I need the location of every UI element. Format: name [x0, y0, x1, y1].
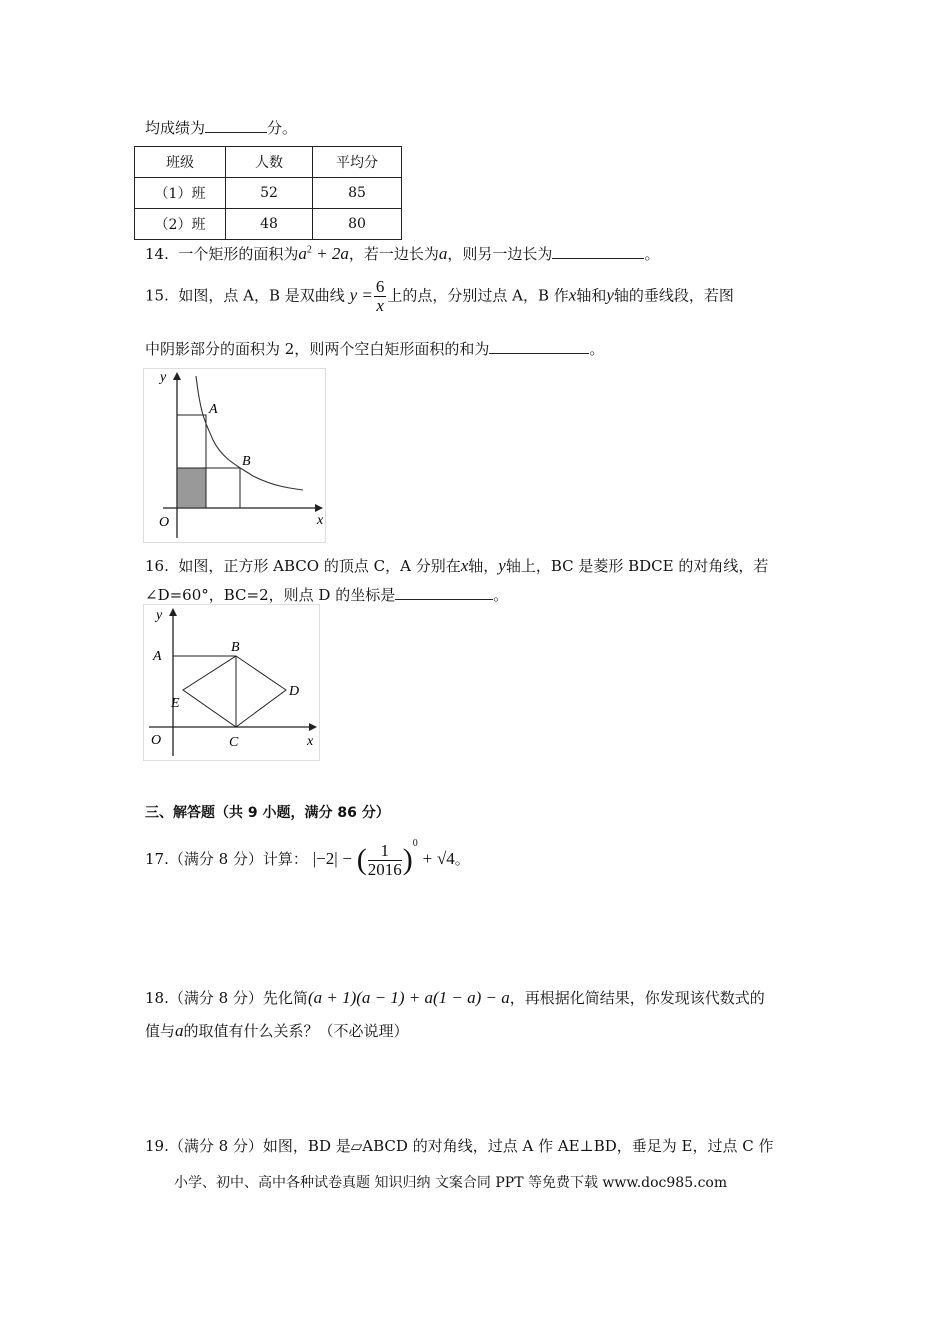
point-c-label: C [229, 735, 239, 750]
table-cell: 85 [313, 178, 402, 209]
question-15: 15. 如图，点 A，B 是双曲线 y = $\frac{6}{x}$ 上的点，分别过点 A，B 作x轴和y轴的垂线段，若图 [145, 277, 734, 315]
table-cell: （2）班 [135, 209, 226, 240]
page-footer: 小学、初中、高中各种试卷真题 知识归纳 文案合同 PPT 等免费下载 www.doc985.com [174, 1175, 728, 1191]
area-expression: $a^2 + 2a$ [298, 244, 349, 263]
point-d-label: D [289, 684, 300, 699]
table-header-row [135, 147, 402, 178]
table-header-cell: 班级 [135, 147, 226, 178]
y-axis-label: y [156, 608, 163, 623]
question-18-line2: 值与a的取值有什么关系？（不必说理） [145, 1021, 409, 1040]
x-axis-label: x [307, 734, 314, 749]
question-16-line2: ∠D=60°，BC=2，则点 D 的坐标是 。 [145, 586, 509, 604]
table-cell: 48 [226, 209, 313, 240]
left-paren: ( [356, 843, 367, 876]
right-paren: ) [402, 843, 413, 876]
shaded-rectangle [177, 468, 206, 508]
table-row [135, 209, 402, 240]
algebraic-expression: (a + 1)(a − 1) + a(1 − a) − a [307, 988, 510, 1007]
table-cell: 52 [226, 178, 313, 209]
fraction-1-over-2016: $\frac{1}{2016}$ [367, 840, 402, 879]
table-cell: 80 [313, 209, 402, 240]
question-14: 14. 一个矩形的面积为$a^2 + 2a$，若一边长为a，则另一边长为 。 [145, 244, 660, 263]
origin-label: O [159, 515, 170, 530]
y-axis-label: y [160, 370, 167, 385]
point-a-label: A [153, 649, 162, 664]
score-table [134, 146, 402, 240]
answer-blank [552, 244, 644, 259]
point-b-label: B [242, 454, 251, 469]
fraction-6-over-x: $\frac{6}{x}$ [375, 277, 385, 315]
table-header-cell: 人数 [226, 147, 313, 178]
table-cell: （1）班 [135, 178, 226, 209]
table-header-cell: 平均分 [313, 147, 402, 178]
point-b-label: B [231, 640, 240, 655]
question-18: 18.（满分 8 分）先化简(a + 1)(a − 1) + a(1 − a) − a，再根据化简结果，你发现该代数式的 [145, 988, 765, 1007]
answer-blank [395, 585, 493, 600]
x-axis-label: x [317, 513, 324, 528]
answer-blank [205, 118, 267, 133]
origin-label: O [151, 733, 162, 748]
question-17: 17.（满分 8 分）计算： |−2| − ( $\frac{1}{2016}$ )$^0$ + √4。 [145, 838, 470, 879]
point-a-label: A [209, 402, 218, 417]
question-19: 19.（满分 8 分）如图，BD 是▱ABCD 的对角线，过点 A 作 AE⊥BD，垂足为 E，过点 C 作 [145, 1137, 774, 1155]
figure-15-hyperbola [143, 368, 327, 544]
answer-blank [489, 339, 589, 354]
section-heading: 三、解答题（共 9 小题，满分 86 分） [145, 805, 390, 821]
q13-tail: 均成绩为 分。 [145, 119, 298, 137]
table-row [135, 178, 402, 209]
point-e-label: E [171, 696, 180, 711]
question-16: 16. 如图，正方形 ABCO 的顶点 C，A 分别在x轴，y轴上，BC 是菱形 BDCE 的对角线，若 [145, 556, 769, 575]
figure-16-rhombus [143, 604, 321, 762]
question-15-line2: 中阴影部分的面积为 2，则两个空白矩形面积的和为 。 [145, 340, 605, 358]
